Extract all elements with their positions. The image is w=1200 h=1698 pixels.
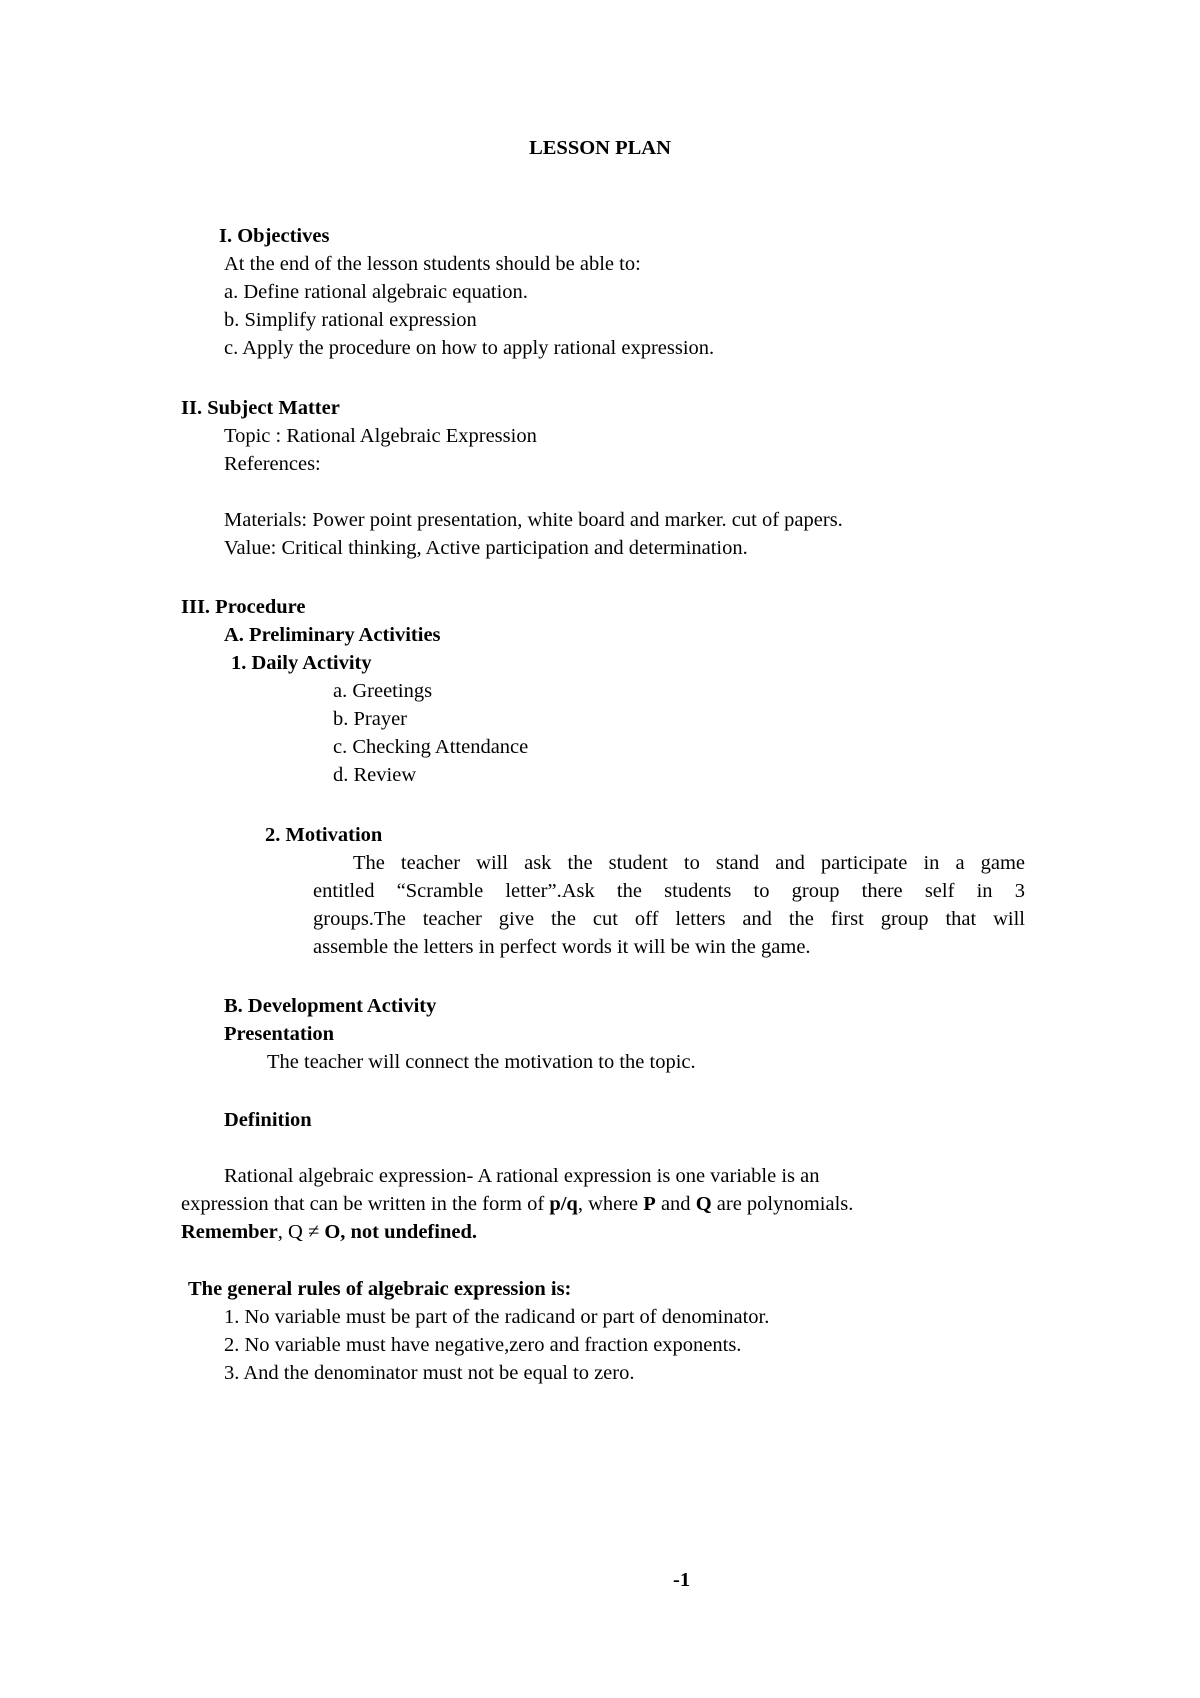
rule-item: 3. And the denominator must not be equal to zero.: [224, 1362, 635, 1384]
definition-line: Rational algebraic expression- A rational expression is one variable is an: [224, 1165, 820, 1187]
presentation-heading: Presentation: [224, 1023, 335, 1045]
motivation-heading: 2. Motivation: [265, 824, 383, 846]
rules-heading: The general rules of algebraic expression is:: [188, 1278, 572, 1300]
daily-activity-heading: 1. Daily Activity: [231, 652, 372, 674]
subject-materials: Materials: Power point presentation, white board and marker. cut of papers.: [224, 509, 843, 531]
rule-item: 1. No variable must be part of the radicand or part of denominator.: [224, 1306, 770, 1328]
objectives-intro: At the end of the lesson students should be able to:: [224, 253, 641, 275]
motivation-line: The teacher will ask the student to stand and participate in a game: [353, 852, 1025, 874]
subject-references: References:: [224, 453, 321, 475]
objective-item: a. Define rational algebraic equation.: [224, 281, 528, 303]
presentation-text: The teacher will connect the motivation to the topic.: [267, 1051, 696, 1073]
q-symbol: Q: [695, 1193, 712, 1215]
definition-heading: Definition: [224, 1109, 312, 1131]
daily-activity-item: a. Greetings: [333, 680, 433, 702]
objectives-heading: I. Objectives: [219, 225, 330, 247]
remember-comma: ,: [277, 1221, 289, 1243]
subject-matter-heading: II. Subject Matter: [181, 397, 340, 419]
objective-item: c. Apply the procedure on how to apply rational expression.: [224, 337, 715, 359]
rule-item: 2. No variable must have negative,zero and fraction exponents.: [224, 1334, 742, 1356]
definition-line-2: [181, 1192, 853, 1216]
daily-activity-item: b. Prayer: [333, 708, 408, 730]
definition-text: expression that can be written in the form of: [181, 1193, 550, 1215]
motivation-line: groups.The teacher give the cut off letters and the first group that will: [313, 908, 1025, 930]
motivation-line: entitled “Scramble letter”.Ask the students to group there self in 3: [313, 880, 1025, 902]
subject-value: Value: Critical thinking, Active participation and determination.: [224, 537, 748, 559]
p-over-q: p/q: [549, 1193, 578, 1215]
page-number: -1: [673, 1569, 691, 1591]
motivation-line: assemble the letters in perfect words it will be win the game.: [313, 936, 811, 958]
remember-tail: O, not undefined.: [319, 1221, 477, 1243]
daily-activity-item: d. Review: [333, 764, 417, 786]
procedure-heading: III. Procedure: [181, 596, 306, 618]
remember-label: Remember: [181, 1221, 278, 1243]
subject-topic: Topic : Rational Algebraic Expression: [224, 425, 537, 447]
remember-expression: Q ≠: [288, 1221, 320, 1243]
development-heading: B. Development Activity: [224, 995, 437, 1017]
page-title: LESSON PLAN: [529, 137, 671, 159]
objective-item: b. Simplify rational expression: [224, 309, 477, 331]
daily-activity-item: c. Checking Attendance: [333, 736, 529, 758]
definition-text: are polynomials.: [711, 1193, 854, 1215]
definition-text: and: [655, 1193, 696, 1215]
p-symbol: P: [643, 1193, 656, 1215]
definition-text: , where: [577, 1193, 644, 1215]
remember-line: [181, 1220, 477, 1244]
preliminary-heading: A. Preliminary Activities: [224, 624, 441, 646]
